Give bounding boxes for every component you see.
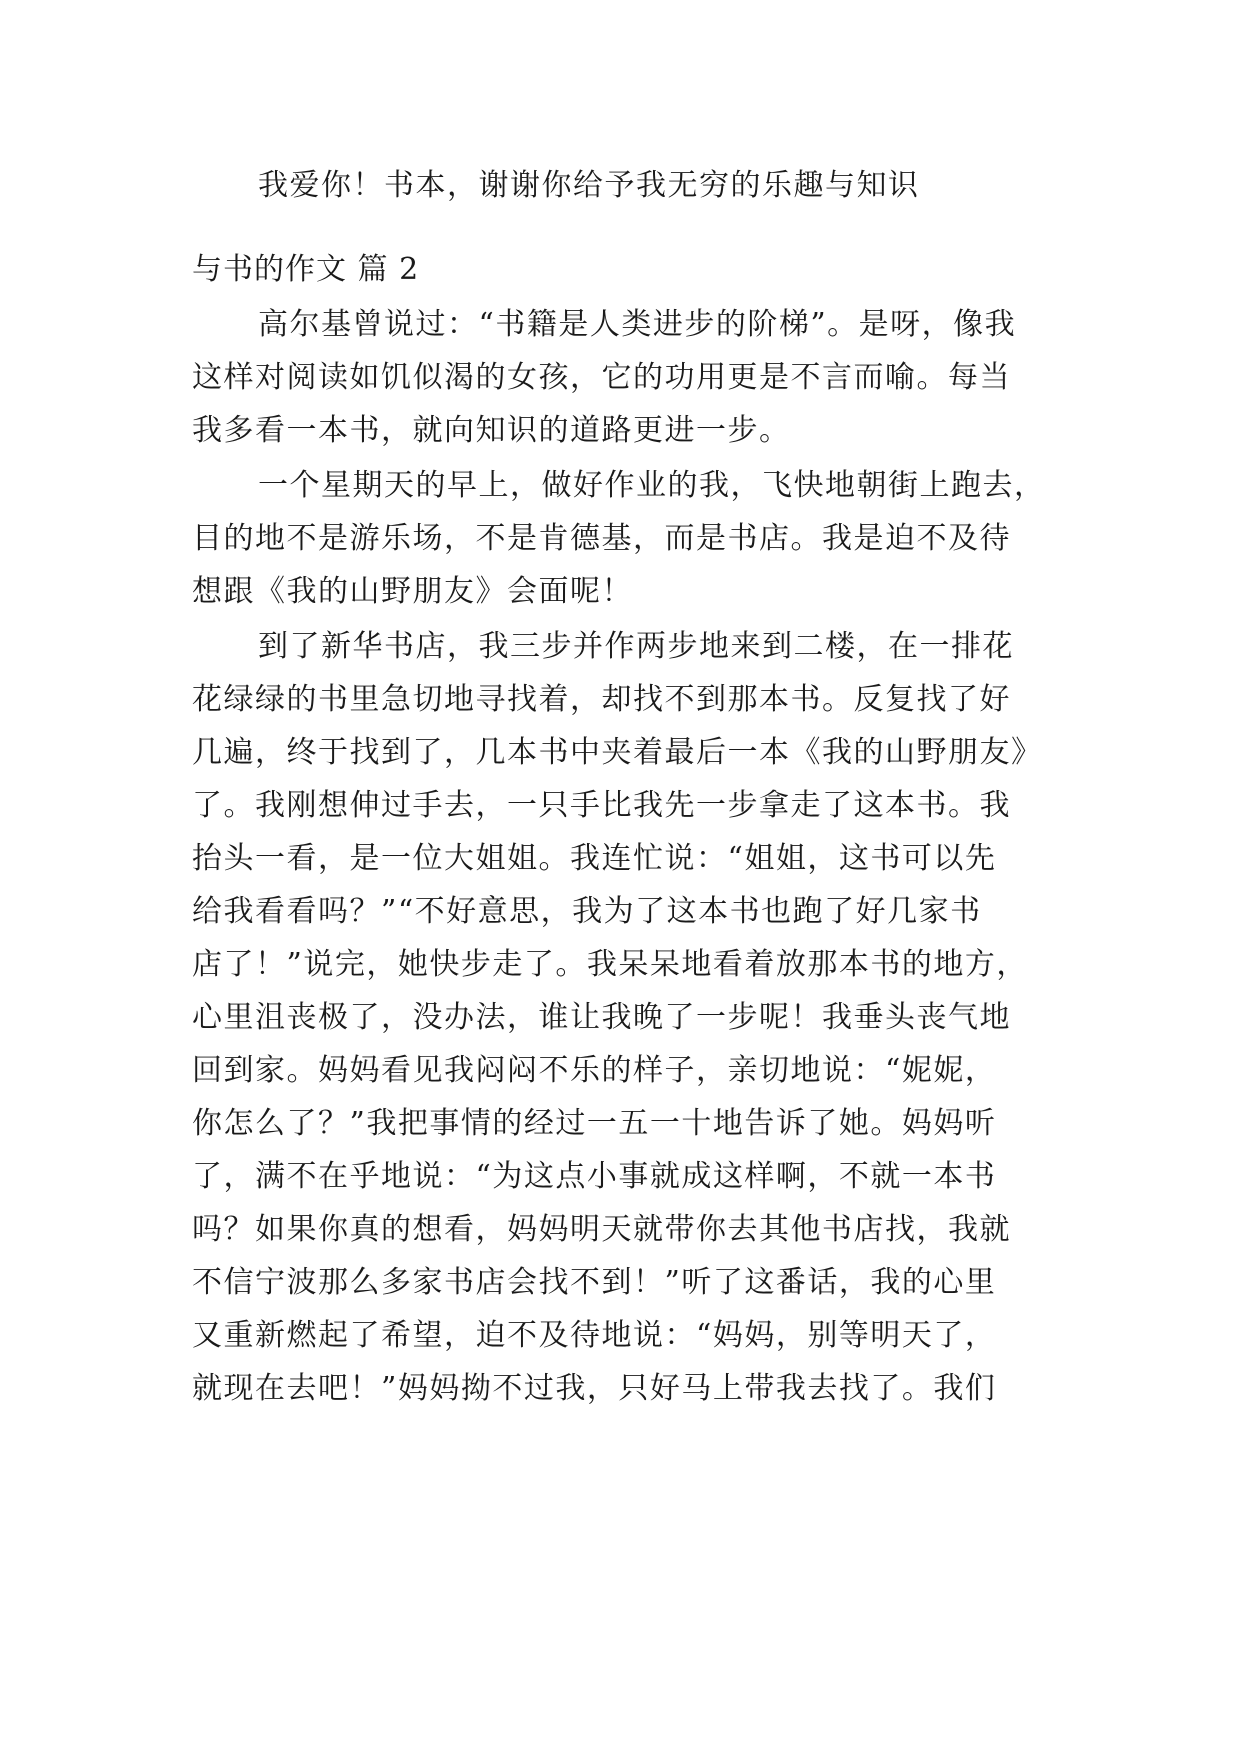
paragraph-line: 抬头一看，是一位大姐姐。我连忙说：“姐姐，这书可以先 xyxy=(192,841,997,876)
paragraph-line: 了。我刚想伸过手去，一只手比我先一步拿走了这本书。我 xyxy=(192,788,1011,823)
paragraph-line: 回到家。妈妈看见我闷闷不乐的样子，亲切地说：“妮妮， xyxy=(192,1053,997,1088)
paragraph-line: 花绿绿的书里急切地寻找着，却找不到那本书。反复找了好 xyxy=(192,682,1011,717)
paragraph-line: 给我看看吗？”“不好意思，我为了这本书也跑了好几家书 xyxy=(192,894,982,929)
paragraph-line: 到了新华书店，我三步并作两步地来到二楼，在一排花 xyxy=(258,629,1014,664)
paragraph-line: 一个星期天的早上，做好作业的我，飞快地朝街上跑去， xyxy=(258,468,1046,503)
paragraph-line: 就现在去吧！”妈妈拗不过我，只好马上带我去找了。我们 xyxy=(192,1371,997,1406)
paragraph-line: 吗？如果你真的想看，妈妈明天就带你去其他书店找，我就 xyxy=(192,1212,1011,1247)
paragraph-line: 高尔基曾说过：“书籍是人类进步的阶梯”。是呀，像我 xyxy=(258,307,1017,342)
paragraph-line: 目的地不是游乐场，不是肯德基，而是书店。我是迫不及待 xyxy=(192,521,1011,556)
paragraph-line: 你怎么了？”我把事情的经过一五一十地告诉了她。妈妈听 xyxy=(192,1106,997,1141)
paragraph-line: 心里沮丧极了，没办法，谁让我晚了一步呢！我垂头丧气地 xyxy=(192,1000,1011,1035)
paragraph-line: 了，满不在乎地说：“为这点小事就成这样啊，不就一本书 xyxy=(192,1159,997,1194)
section-heading: 与书的作文 篇 2 xyxy=(192,252,420,287)
paragraph-line: 又重新燃起了希望，迫不及待地说：“妈妈，别等明天了， xyxy=(192,1318,997,1353)
paragraph-line: 这样对阅读如饥似渴的女孩，它的功用更是不言而喻。每当 xyxy=(192,360,1011,395)
paragraph-line: 想跟《我的山野朋友》会面呢！ xyxy=(192,574,633,609)
paragraph-line: 不信宁波那么多家书店会找不到！”听了这番话，我的心里 xyxy=(192,1265,997,1300)
closing-line: 我爱你！书本，谢谢你给予我无穷的乐趣与知识 xyxy=(258,168,920,203)
paragraph-line: 几遍，终于找到了，几本书中夹着最后一本《我的山野朋友》 xyxy=(192,735,1043,770)
paragraph-line: 店了！”说完，她快步走了。我呆呆地看着放那本书的地方， xyxy=(192,947,1028,982)
paragraph-line: 我多看一本书，就向知识的道路更进一步。 xyxy=(192,413,791,448)
